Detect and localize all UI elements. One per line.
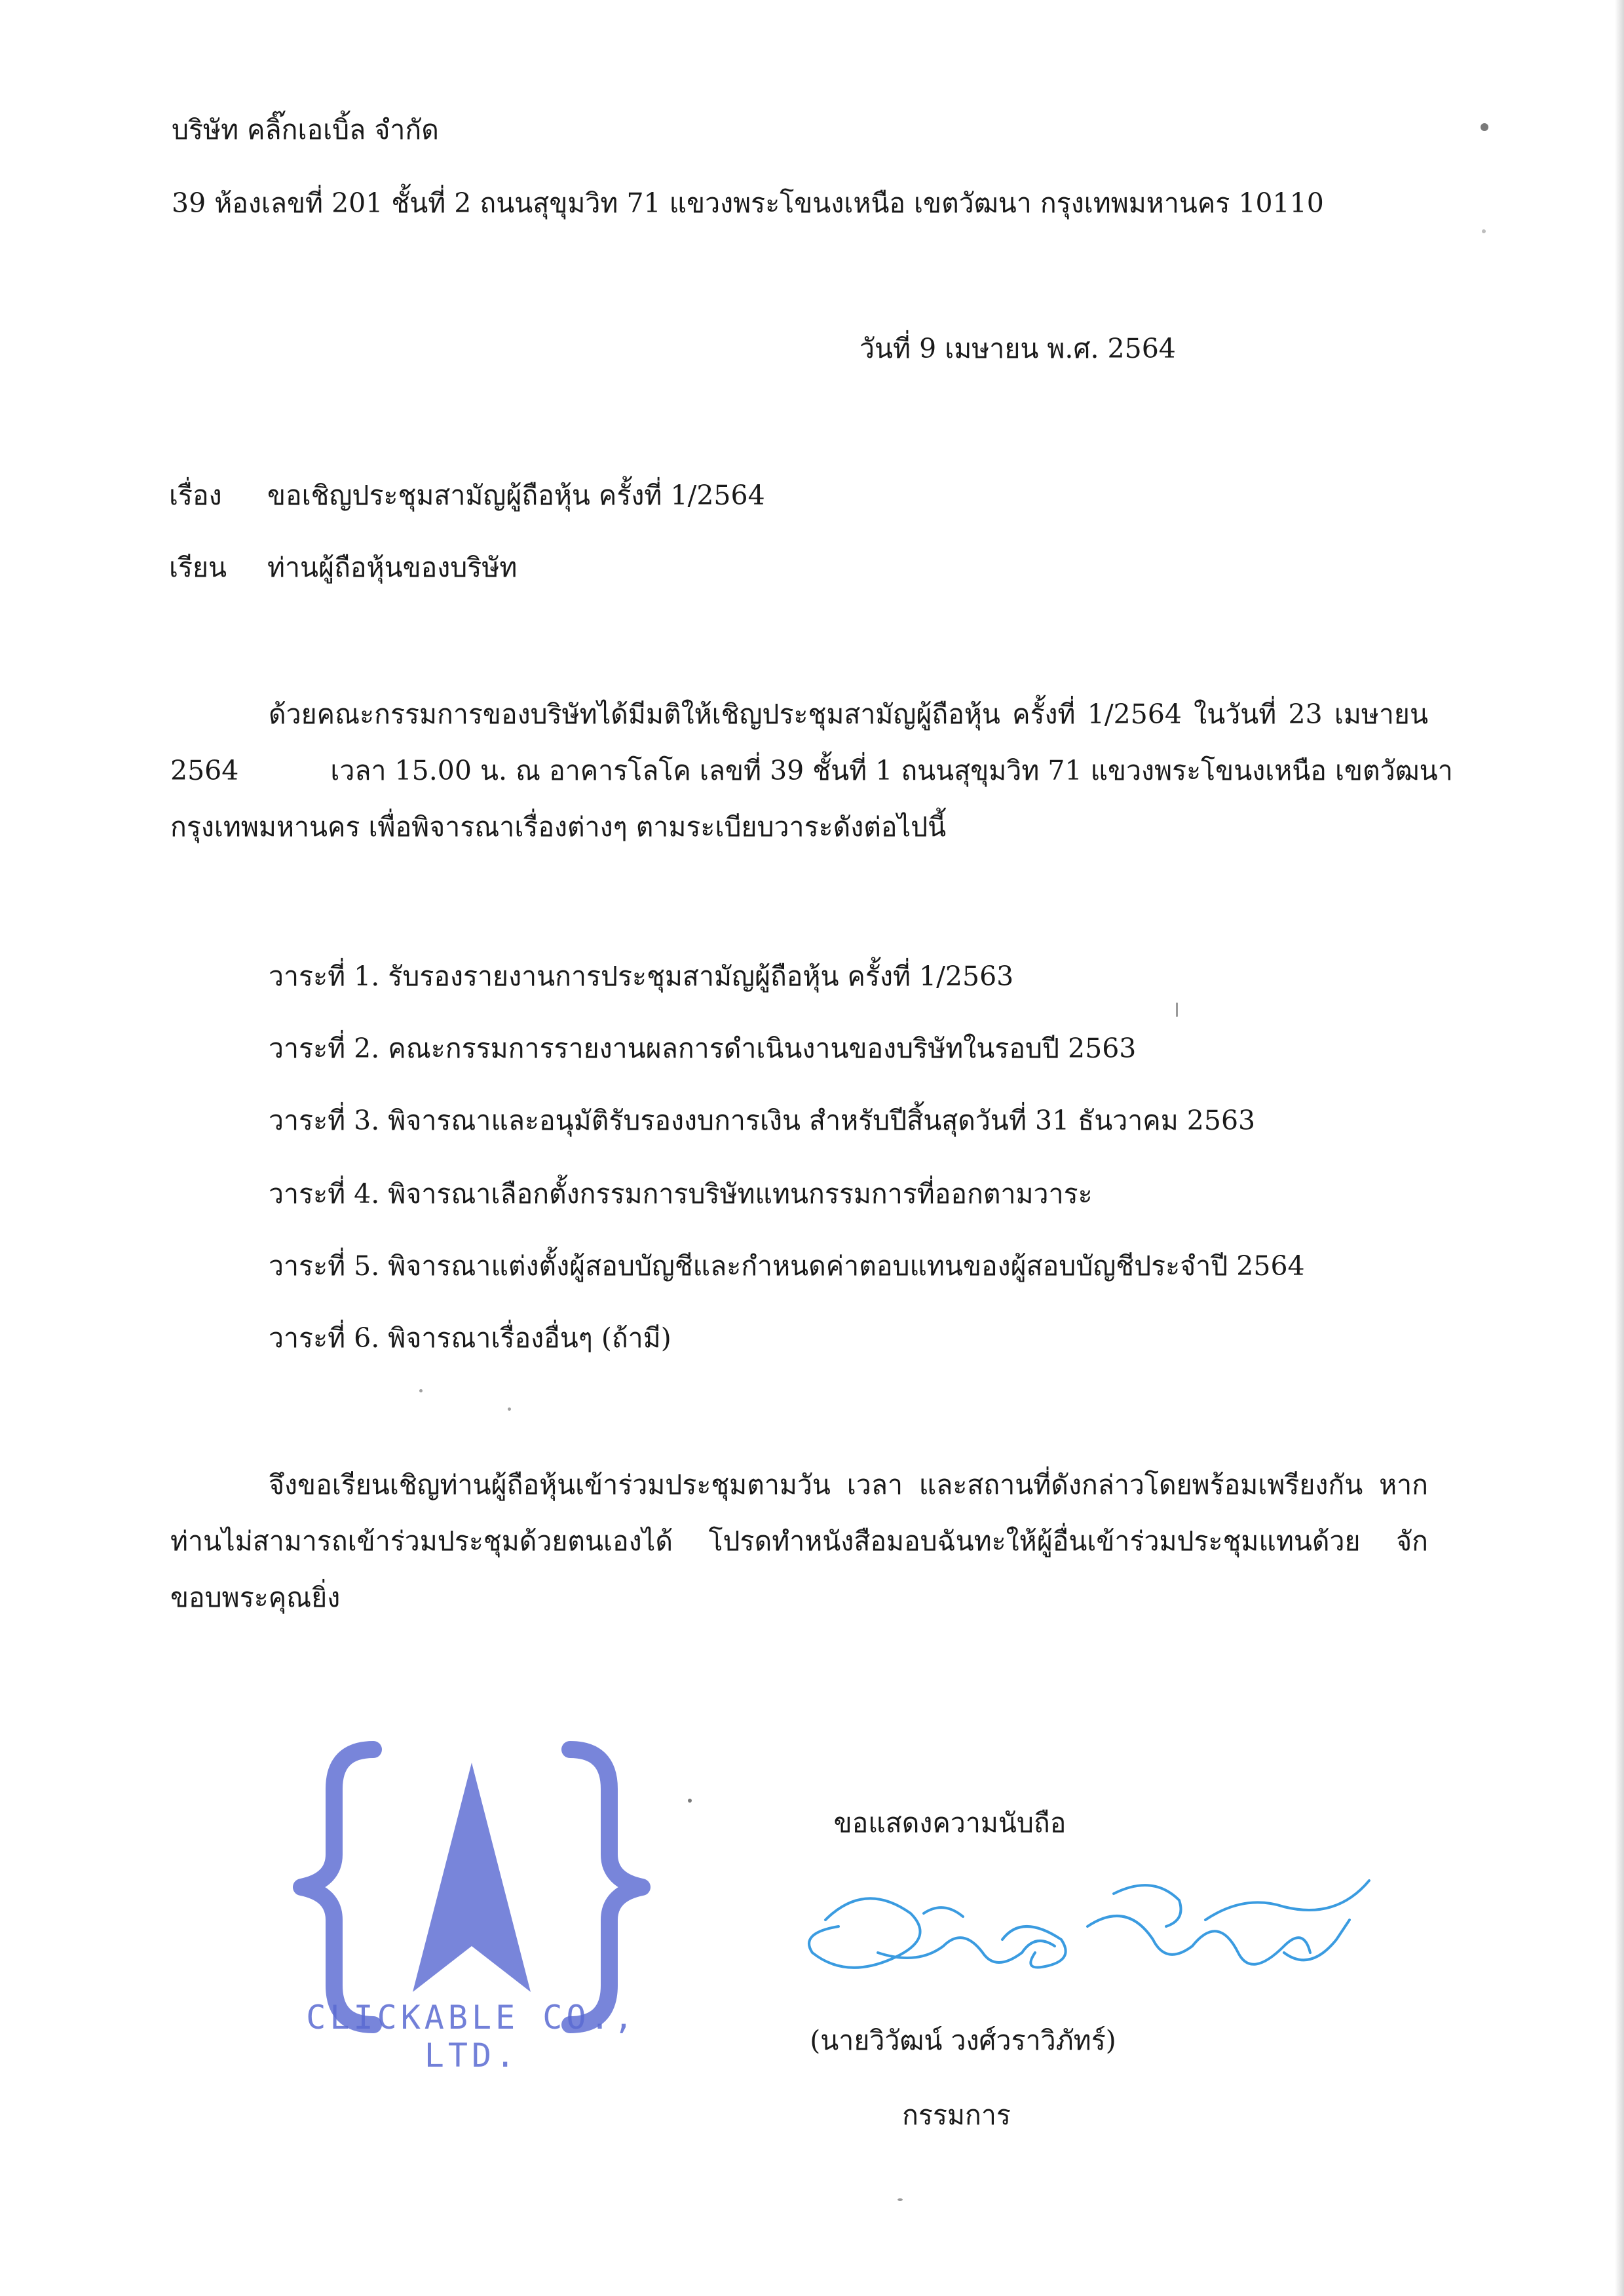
scan-speck <box>1482 229 1486 233</box>
intro-line-2-text: เวลา 15.00 น. ณ อาคารโลโค เลขที่ 39 ชั้นที่ 1 ถนนสุขุมวิท 71 แขวงพระโขนงเหนือ เขตวัฒนา <box>330 755 1453 786</box>
company-address: 39 ห้องเลขที่ 201 ชั้นที่ 2 ถนนสุขุมวิท 71 แขวงพระโขนงเหนือ เขตวัฒนา กรุงเทพมหานคร 10110 <box>172 187 1324 219</box>
left-brace-icon <box>301 1750 373 2025</box>
handwritten-signature <box>786 1854 1376 2005</box>
agenda-item: วาระที่ 2. คณะกรรมการรายงานผลการดำเนินงานของบริษัทในรอบปี 2563 <box>269 1033 1137 1064</box>
scan-speck <box>1481 123 1488 131</box>
scan-speck <box>508 1407 511 1411</box>
scan-speck <box>1176 1003 1178 1017</box>
subject-line <box>169 476 765 515</box>
agenda-item: วาระที่ 5. พิจารณาแต่งตั้งผู้สอบบัญชีและกำหนดค่าตอบแทนของผู้สอบบัญชีประจำปี 2564 <box>269 1250 1305 1282</box>
subject-text: ขอเชิญประชุมสามัญผู้ถือหุ้น ครั้งที่ 1/2564 <box>267 480 765 511</box>
scan-edge-shadow <box>1615 0 1624 2296</box>
intro-line-2-year: 2564 <box>170 755 239 786</box>
intro-line-3: กรุงเทพมหานคร เพื่อพิจารณาเรื่องต่างๆ ตามระเบียบวาระดังต่อไปนี้ <box>170 811 947 843</box>
scan-speck <box>897 2198 903 2201</box>
closing-line-1: จึงขอเรียนเชิญท่านผู้ถือหุ้นเข้าร่วมประชุมตามวัน เวลา และสถานที่ดังกล่าวโดยพร้อมเพรียงกัน หาก <box>269 1469 1428 1501</box>
recipient-label: เรียน <box>169 552 227 583</box>
letter-date: วันที่ 9 เมษายน พ.ศ. 2564 <box>859 333 1176 364</box>
recipient-line <box>169 548 517 587</box>
closing-line-2: ท่านไม่สามารถเข้าร่วมประชุมด้วยตนเองได้ โปรดทำหนังสือมอบฉันทะให้ผู้อื่นเข้าร่วมประชุมแทนด้วย จัก <box>170 1525 1428 1557</box>
intro-line-1: ด้วยคณะกรรมการของบริษัทได้มีมติให้เชิญประชุมสามัญผู้ถือหุ้น ครั้งที่ 1/2564 ในวันที่ 23 เมษายน <box>269 698 1428 730</box>
subject-label: เรื่อง <box>169 480 222 511</box>
agenda-item: วาระที่ 1. รับรองรายงานการประชุมสามัญผู้ถือหุ้น ครั้งที่ 1/2563 <box>269 961 1014 992</box>
closing-line-3: ขอบพระคุณยิ่ง <box>170 1582 341 1613</box>
recipient-text: ท่านผู้ถือหุ้นของบริษัท <box>267 552 518 583</box>
right-brace-icon <box>570 1750 642 2025</box>
signatory-position: กรรมการ <box>902 2099 1011 2131</box>
scan-speck <box>419 1389 423 1392</box>
intro-line-2 <box>170 751 1453 790</box>
regards-text: ขอแสดงความนับถือ <box>833 1807 1067 1839</box>
arrow-a-icon <box>413 1763 531 1992</box>
agenda-item: วาระที่ 6. พิจารณาเรื่องอื่นๆ (ถ้ามี) <box>269 1322 671 1354</box>
stamp-text: CLICKABLE CO., LTD. <box>306 1999 637 2075</box>
scan-speck <box>688 1799 692 1803</box>
company-name: บริษัท คลิ๊กเอเบิ้ล จำกัด <box>172 114 439 145</box>
agenda-item: วาระที่ 4. พิจารณาเลือกตั้งกรรมการบริษัทแทนกรรมการที่ออกตามวาระ <box>269 1178 1093 1210</box>
agenda-item: วาระที่ 3. พิจารณาและอนุมัติรับรองงบการเงิน สำหรับปีสิ้นสุดวันที่ 31 ธันวาคม 2563 <box>269 1105 1256 1136</box>
signatory-name: (นายวิวัฒน์ วงศ์วราวิภัทร์) <box>810 2025 1116 2056</box>
